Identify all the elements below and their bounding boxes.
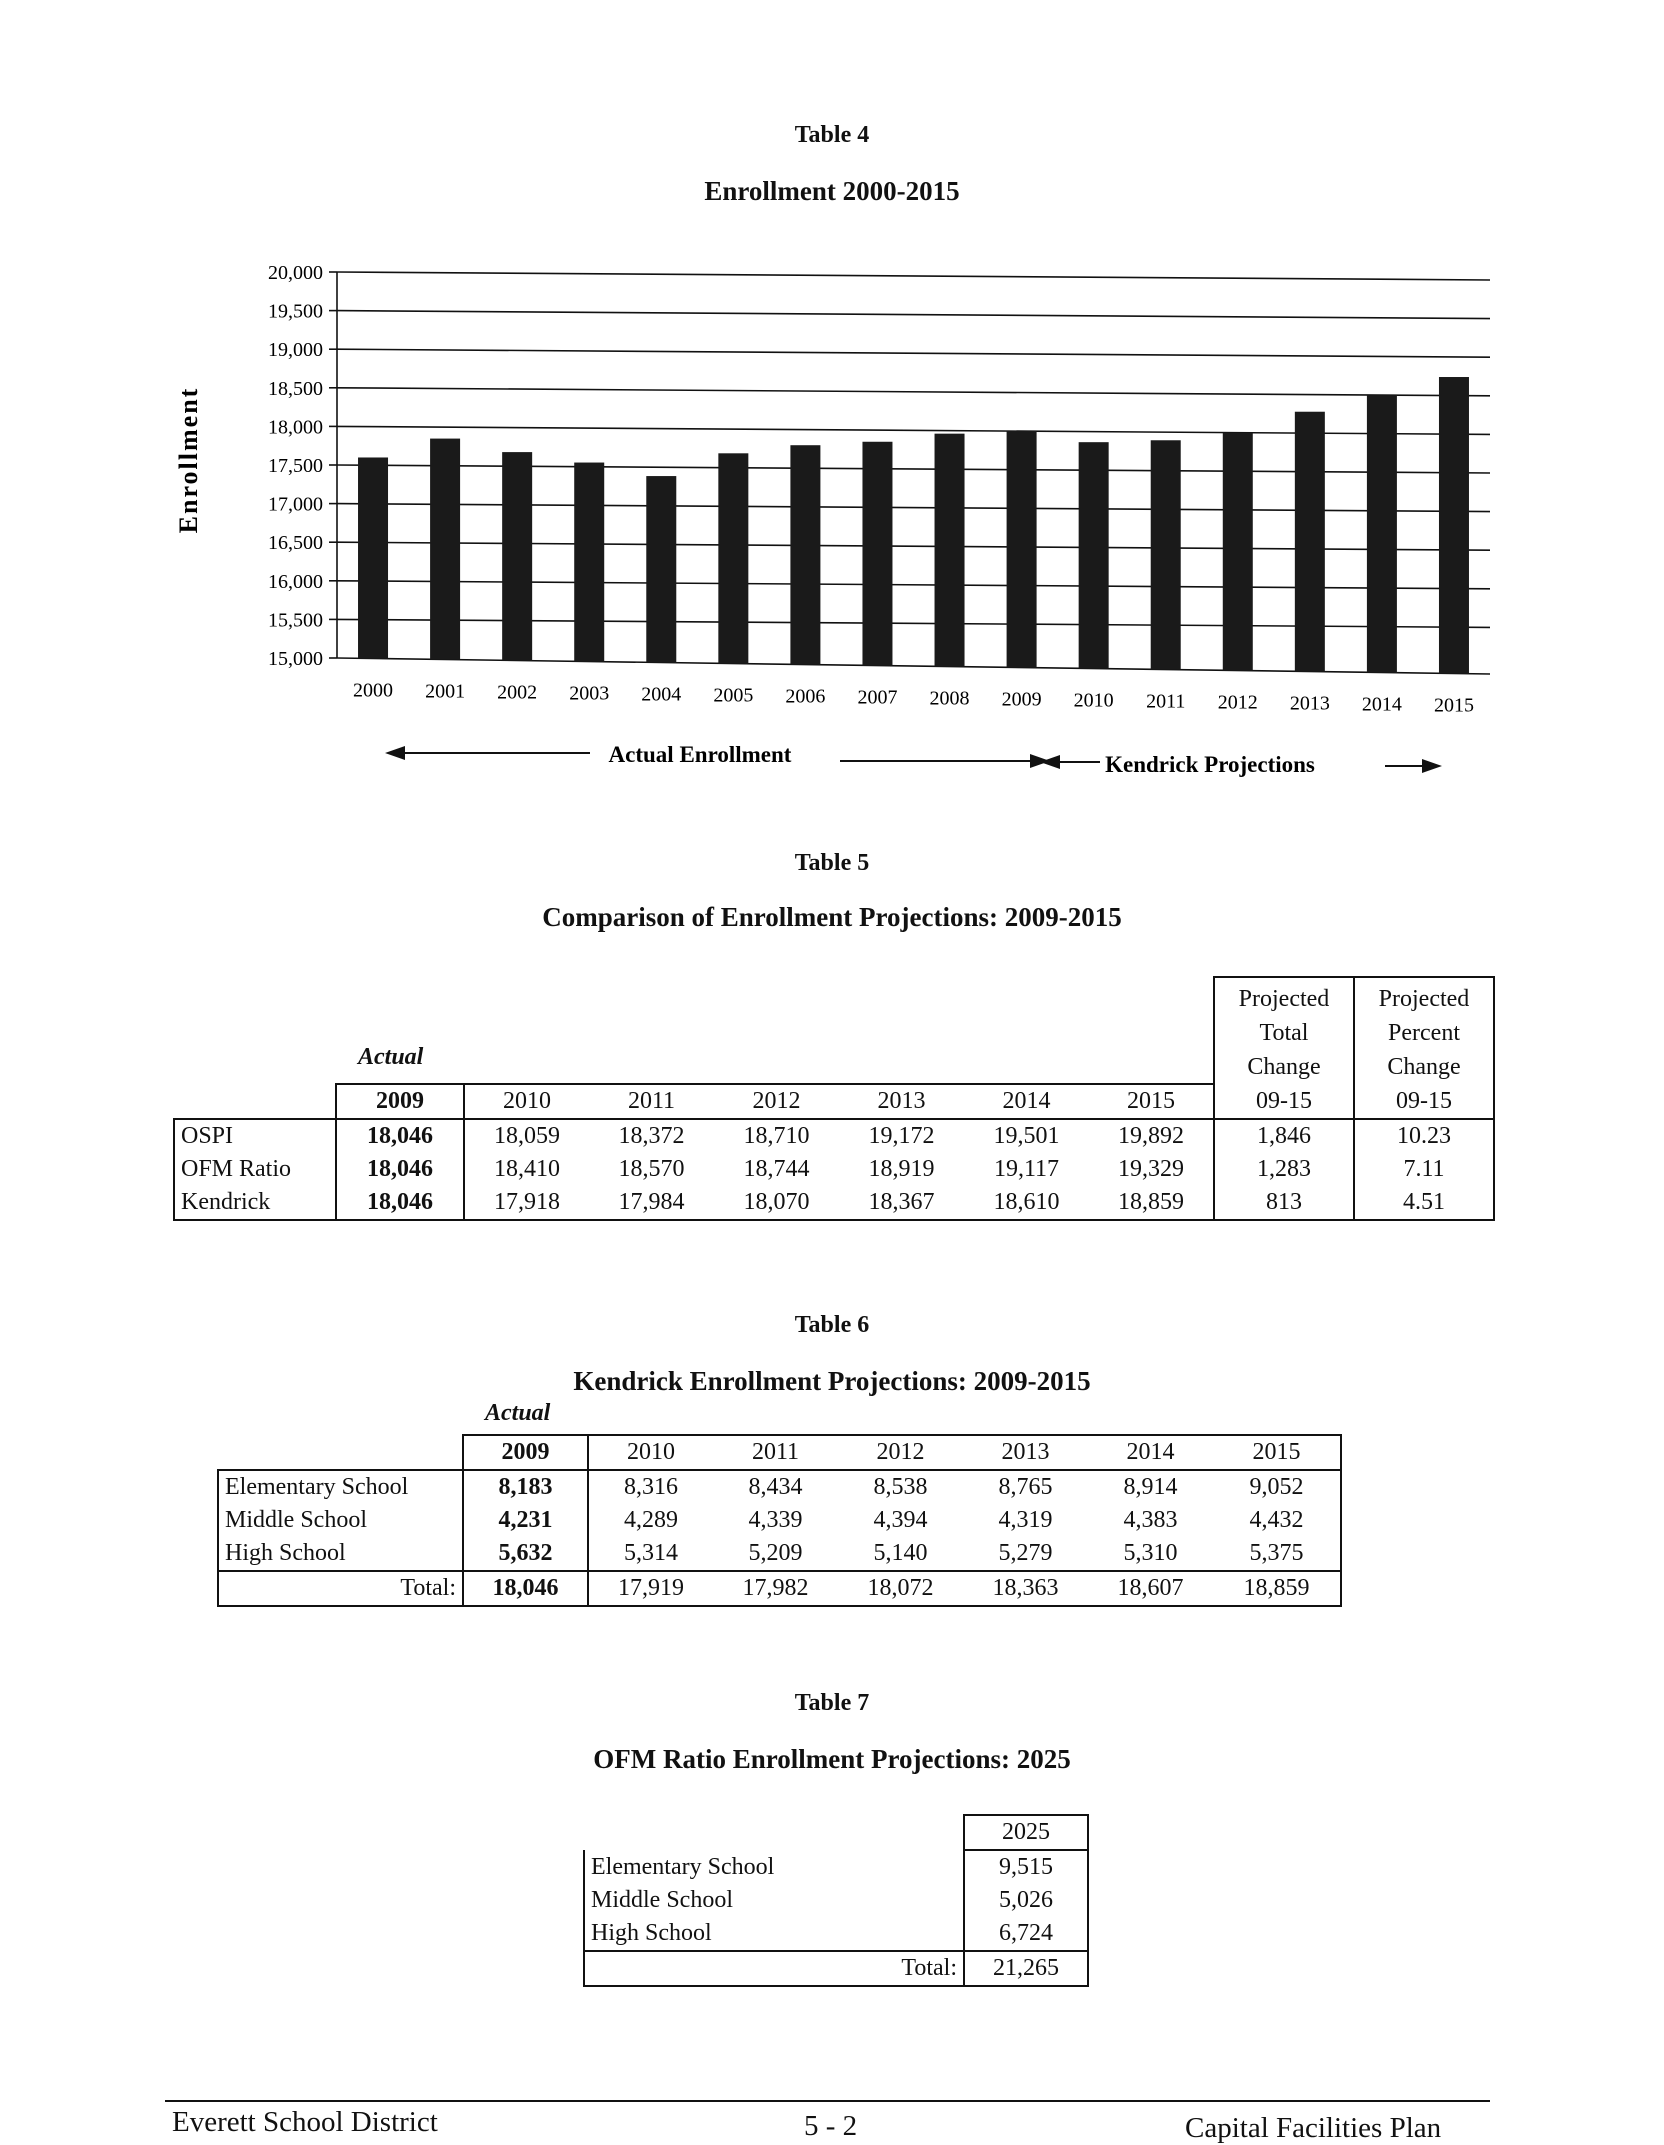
chart-bars: [358, 377, 1469, 673]
y-tick-label: 19,500: [268, 300, 323, 323]
x-tick-label: 2003: [569, 682, 610, 705]
table6-actual-label: Actual: [485, 1400, 551, 1426]
table6-label: Table 6: [794, 1312, 870, 1338]
x-tick-label: 2006: [785, 685, 826, 708]
x-tick-label: 2002: [497, 681, 538, 704]
y-tick-label: 16,000: [268, 570, 323, 593]
footer-left: Everett School District: [172, 2106, 438, 2138]
x-tick-label: 2014: [1361, 693, 1402, 716]
table6-year-header-row: 2009 2010 2011 2012 2013 2014 2015: [218, 1435, 1341, 1470]
bar-2006: [790, 445, 820, 664]
bar-2008: [935, 434, 965, 667]
y-tick-label: 16,500: [268, 532, 323, 555]
bar-2013: [1295, 412, 1325, 672]
table6-total-row: Total: 18,046 17,919 17,982 18,072 18,363 18,607 18,859: [218, 1571, 1341, 1606]
table-row: OFM Ratio 18,046 18,410 18,570 18,744 18,919 19,117 19,329 1,283 7.11: [174, 1153, 1494, 1186]
table-row: High School 5,632 5,314 5,209 5,140 5,279 5,310 5,375: [218, 1537, 1341, 1571]
bar-2000: [358, 457, 388, 658]
table5-label: Table 5: [794, 850, 870, 876]
table5-actual-label: Actual: [358, 1044, 424, 1070]
bar-2015: [1439, 377, 1469, 673]
bar-2004: [646, 476, 676, 662]
bar-2009: [1007, 431, 1037, 668]
table-row: Elementary School 9,515: [584, 1850, 1088, 1884]
x-tick-label: 2010: [1073, 689, 1114, 712]
bar-2002: [502, 452, 532, 660]
table5-header-percent-change: Projected Percent Change: [1354, 977, 1494, 1084]
x-tick-label: 2007: [857, 686, 898, 709]
y-tick-label: 17,000: [268, 493, 323, 516]
table4-title: Enrollment 2000-2015: [704, 176, 960, 206]
table-row: Middle School 4,231 4,289 4,339 4,394 4,319 4,383 4,432: [218, 1504, 1341, 1537]
footer-rule: [165, 2100, 1490, 2102]
gridline: [337, 272, 1490, 280]
table7-label: Table 7: [794, 1690, 870, 1716]
bar-2003: [574, 463, 604, 662]
bar-2014: [1367, 395, 1397, 672]
x-tick-label: 2000: [353, 679, 394, 702]
table-row: Elementary School 8,183 8,316 8,434 8,538 8,765 8,914 9,052: [218, 1470, 1341, 1504]
x-tick-label: 2011: [1146, 690, 1186, 713]
chart-x-tick-labels: [353, 680, 1474, 717]
table7-year-header: 2025: [964, 1815, 1088, 1850]
actual-enrollment-label: Actual Enrollment: [608, 742, 792, 767]
table-row: Kendrick 18,046 17,918 17,984 18,070 18,367 18,610 18,859 813 4.51: [174, 1186, 1494, 1220]
x-tick-label: 2008: [929, 687, 970, 710]
footer-right: Capital Facilities Plan: [1185, 2112, 1442, 2144]
x-tick-label: 2004: [641, 683, 682, 706]
bar-2001: [430, 439, 460, 660]
table6: [217, 1434, 1342, 1607]
y-tick-label: 19,000: [268, 339, 323, 362]
bar-2010: [1079, 442, 1109, 668]
table5-year-header-row: 2009 2010 2011 2012 2013 2014 2015 09-15 09-15: [174, 1084, 1494, 1119]
kendrick-projections-label: Kendrick Projections: [1105, 752, 1315, 777]
bar-2007: [862, 442, 892, 666]
table4-label: Table 4: [794, 122, 870, 148]
gridline: [337, 311, 1490, 319]
table7-title: OFM Ratio Enrollment Projections: 2025: [593, 1744, 1071, 1774]
table7: [583, 1814, 1089, 1987]
y-tick-label: 15,500: [268, 609, 323, 632]
y-tick-label: 15,000: [268, 648, 323, 670]
table5-title: Comparison of Enrollment Projections: 2009-2015: [542, 902, 1122, 932]
bar-2011: [1151, 440, 1181, 669]
y-tick-label: 17,500: [268, 455, 323, 477]
chart-y-tick-labels: [268, 262, 323, 670]
y-tick-label: 18,500: [268, 377, 323, 400]
table5-header-total-change: Projected Total Change: [1214, 977, 1354, 1084]
table6-title: Kendrick Enrollment Projections: 2009-2015: [573, 1366, 1091, 1396]
chart-y-axis-label: Enrollment: [174, 386, 203, 534]
gridline: [337, 388, 1490, 396]
y-tick-label: 20,000: [268, 262, 323, 284]
x-tick-label: 2013: [1289, 692, 1330, 715]
enrollment-chart: [160, 250, 1520, 810]
y-tick-label: 18,000: [268, 416, 323, 439]
gridline: [337, 349, 1490, 357]
table5: [173, 976, 1495, 1221]
x-tick-label: 2009: [1001, 688, 1042, 711]
x-tick-label: 2012: [1217, 691, 1258, 714]
footer-page-number: 5 - 2: [804, 2110, 858, 2142]
bar-2012: [1223, 433, 1253, 671]
table-row: High School 6,724: [584, 1917, 1088, 1951]
bar-2005: [718, 453, 748, 663]
x-tick-label: 2001: [425, 680, 466, 703]
actual-enrollment-annotation: [385, 742, 1050, 768]
table-row: OSPI 18,046 18,059 18,372 18,710 19,172 19,501 19,892 1,846 10.23: [174, 1119, 1494, 1153]
table7-total-row: Total: 21,265: [584, 1951, 1088, 1986]
x-tick-label: 2015: [1433, 694, 1474, 717]
kendrick-projections-annotation: [1040, 752, 1442, 777]
x-tick-label: 2005: [713, 684, 754, 707]
table-row: Middle School 5,026: [584, 1884, 1088, 1917]
